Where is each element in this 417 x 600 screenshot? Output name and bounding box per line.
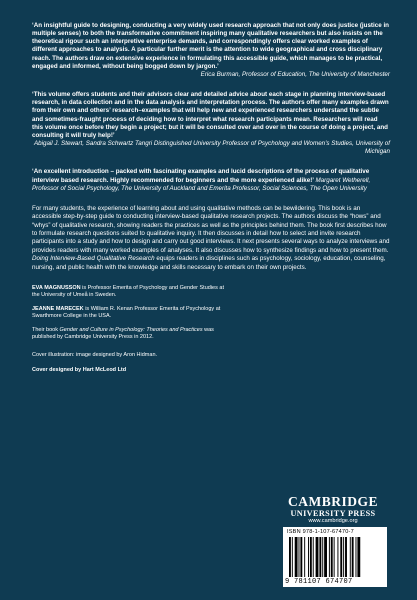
description-part-2: equips readers in disciplines such as psychology, sociology, education, counseling, nursing, and public health with the knowledge and skills necessary to embark on their own projects. <box>32 255 386 271</box>
author-bios <box>32 285 228 373</box>
description-text <box>32 205 390 272</box>
isbn-barcode <box>283 527 387 587</box>
previous-book-title: Gender and Culture in Psychology: Theories and Practices <box>59 326 203 333</box>
publisher-subname: UNIVERSITY PRESS <box>290 509 376 518</box>
previous-book-suffix: was published by Cambridge University Press in 2012. <box>32 326 214 341</box>
endorsement-quote <box>32 168 390 192</box>
cover-design-credit: Cover designed by Hart McLeod Ltd <box>32 366 127 373</box>
author-name: EVA MAGNUSSON <box>32 285 81 292</box>
author-bio-text: is Professor Emerita of Psychology and Gender Studies at the University of Umeå in Sweden. <box>32 285 224 299</box>
publisher-url: www.cambridge.org <box>308 518 358 524</box>
author-name: JEANNE MARECEK <box>32 305 84 312</box>
cover-illustration-credit: Cover illustration: image designed by Aron Hidman. <box>32 351 158 358</box>
previous-book-prefix: Their book <box>32 326 58 333</box>
previous-book-note <box>32 327 228 342</box>
publisher-logo <box>277 495 389 525</box>
publisher-name: CAMBRIDGE <box>287 494 378 509</box>
endorsement-attribution: Erica Burman, Professor of Education, The University of Manchester <box>200 70 390 78</box>
description-part-1: For many students, the experience of learning about and using qualitative methods can be bewildering. This book is an accessible step-by-step guide to conducting interview-based qualitative research projects. The authors discuss the “hows” and “whys” of qualitative research, showing readers the practices as well as the principles behind them. The book first describes how to formulate research questions suited to qualitative inquiry. It then discusses in detail how to select and invite research participants into a study and how to design and carry out good interviews. It next presents several ways to analyze interviews and provides readers with many worked examples of analyses. It also discusses how to synthesize findings and how to present them. <box>32 204 390 254</box>
barcode-bars <box>287 537 383 577</box>
back-cover-content <box>32 22 390 374</box>
endorsement-quote: ‘This volume offers students and their advisors clear and detailed advice about each stage in planning interview-based research, in data collection and in the data analysis and interpretation process. The authors offer many examples drawn from their own and others’ research–examples that will help new and experienced researchers understand the subtle and sometimes-fraught process of deciding how to interpret what research participants mean. Researchers will read this volume once before they begin a project; but it will be consulted over and over in the course of doing a project, and consulting it will truly help!’ <box>32 91 389 139</box>
endorsement-attribution: Margaret Wetherell, Professor of Social Psychology, The University of Auckland and Emerita Professor, Social Sciences, The Open University <box>32 176 371 192</box>
barcode-number: 9 781107 674707 <box>285 578 353 586</box>
book-description <box>32 205 390 272</box>
author-bio-marecek <box>32 306 228 321</box>
endorsement-3 <box>32 168 390 192</box>
endorsement-2 <box>32 91 390 156</box>
author-bio-magnusson <box>32 285 228 300</box>
author-bio-text: is William R. Kenan Professor Emerita of Psychology at Swarthmore College in the USA. <box>32 305 221 320</box>
endorsement-quote-text: ‘An excellent introduction – packed with fascinating examples and lucid descriptions of the process of qualitative interview based research. Highly recommended for beginners and the more experienced alike!’ <box>32 168 370 184</box>
isbn-label: ISBN 978-1-107-67470-7 <box>287 529 354 535</box>
endorsement-quote: ‘An insightful guide to designing, conducting a very widely used research approach that not only does justice (justice in multiple senses) to both the transformative commitment inspiring many qualitative researchers but also insists on the theoretical rigour such an interpretive enterprise demands, and correspondingly offers clear worked examples of different approaches to analysis. A particular further merit is the attention to wide geographical and cross disciplinary reach. The authors draw on extensive experience in formulating this accessible guide, which manages to be practical, engaged and informed, without being bogged down by jargon.’ <box>32 22 389 70</box>
endorsement-1 <box>32 22 390 79</box>
description-book-title: Doing Interview-Based Qualitative Research <box>32 255 155 263</box>
endorsement-attribution: Abigail J. Stewart, Sandra Schwartz Tangri Distinguished University Professor of Psychology and Women’s Studies, University of Michigan <box>33 140 390 156</box>
